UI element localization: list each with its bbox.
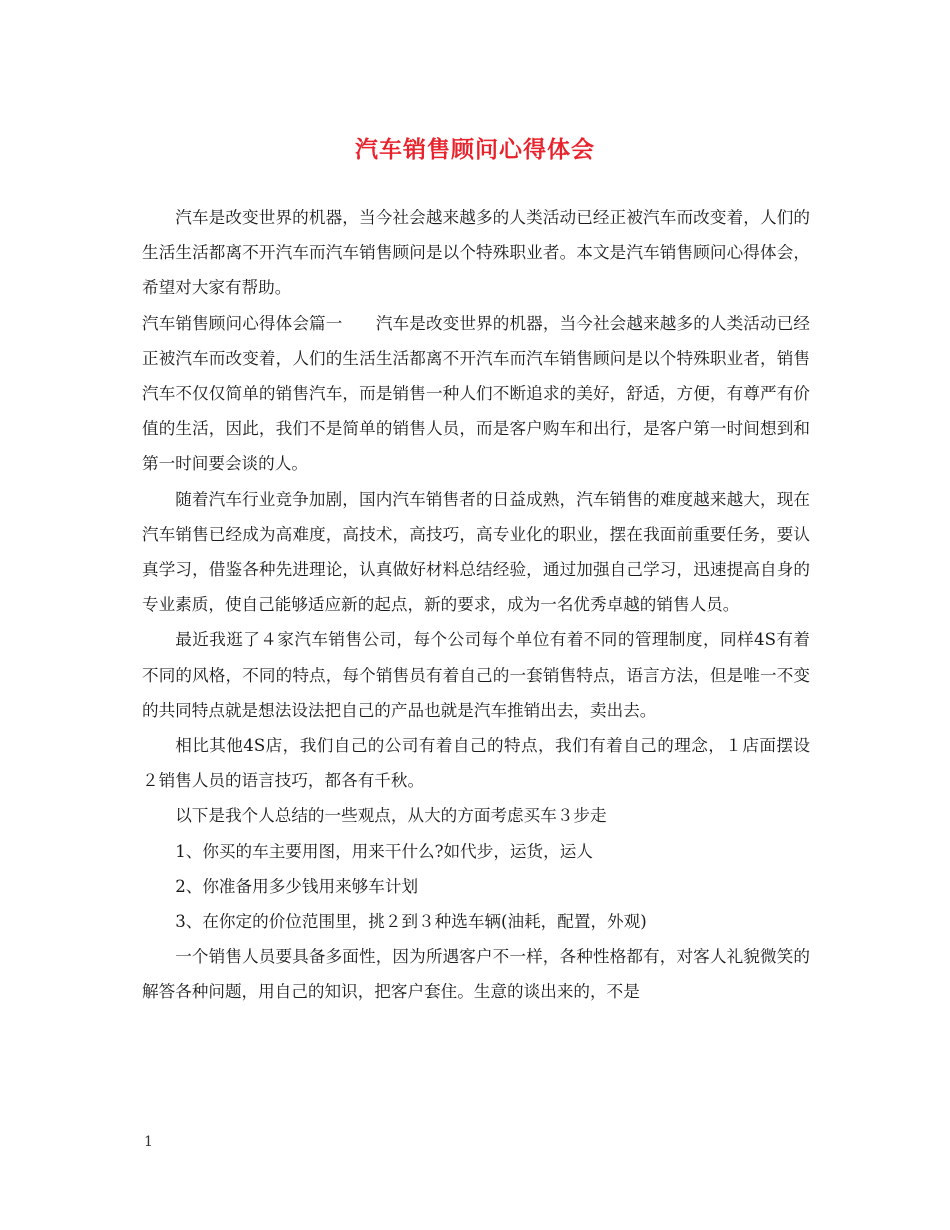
paragraph-visits: 最近我逛了４家汽车销售公司，每个公司每个单位有着不同的管理制度，同样4S有着不同的风格，不同的特点，每个销售员有着自己的一套销售特点，语言方法，但是唯一不变的共同特点就是想法设法把自己的产品也就是汽车推销出去，卖出去。 bbox=[142, 630, 810, 720]
paragraph-our-company: 相比其他4S店，我们自己的公司有着自己的特点，我们有着自己的理念，１店面摆设２销售人员的语言技巧，都各有千秋。 bbox=[142, 736, 810, 791]
page-number: 1 bbox=[144, 1134, 153, 1150]
paragraph-section-one: 汽车销售顾问心得体会篇一 汽车是改变世界的机器，当今社会越来越多的人类活动已经正被汽车而改变着，人们的生活生活都离不开汽车而汽车销售顾问是以个特殊职业者，销售汽车不仅仅简单的销售汽车，而是销售一种人们不断追求的美好，舒适，方便，有尊严有价值的生活，因此，我们不是简单的销售人员，而是客户购车和出行，是客户第一时间想到和第一时间要会谈的人。 bbox=[142, 313, 810, 474]
paragraph-summary-intro: 以下是我个人总结的一些观点，从大的方面考虑买车３步走 bbox=[175, 806, 607, 826]
paragraph-salesperson: 一个销售人员要具备多面性，因为所遇客户不一样，各种性格都有，对客人礼貌微笑的解答各种问题，用自己的知识，把客户套住。生意的谈出来的，不是 bbox=[142, 947, 810, 1002]
document-body bbox=[142, 200, 810, 1010]
list-item-3: 3、在你定的价位范围里，挑２到３种选车辆(油耗，配置，外观) bbox=[175, 912, 647, 932]
paragraph-intro: 汽车是改变世界的机器，当今社会越来越多的人类活动已经正被汽车而改变着，人们的生活生活都离不开汽车而汽车销售顾问是以个特殊职业者。本文是汽车销售顾问心得体会，希望对大家有帮助。 bbox=[142, 208, 810, 298]
paragraph-competition: 随着汽车行业竞争加剧，国内汽车销售者的日益成熟，汽车销售的难度越来越大，现在汽车销售已经成为高难度，高技术，高技巧，高专业化的职业，摆在我面前重要任务，要认真学习，借鉴各种先进理论，认真做好材料总结经验，通过加强自己学习，迅速提高自身的专业素质，使自己能够适应新的起点，新的要求，成为一名优秀卓越的销售人员。 bbox=[142, 489, 810, 615]
list-item-1: 1、你买的车主要用图，用来干什么?如代步，运货，运人 bbox=[175, 841, 593, 861]
document-title: 汽车销售顾问心得体会 bbox=[355, 136, 595, 163]
list-item-2: 2、你准备用多少钱用来够车计划 bbox=[175, 876, 419, 896]
